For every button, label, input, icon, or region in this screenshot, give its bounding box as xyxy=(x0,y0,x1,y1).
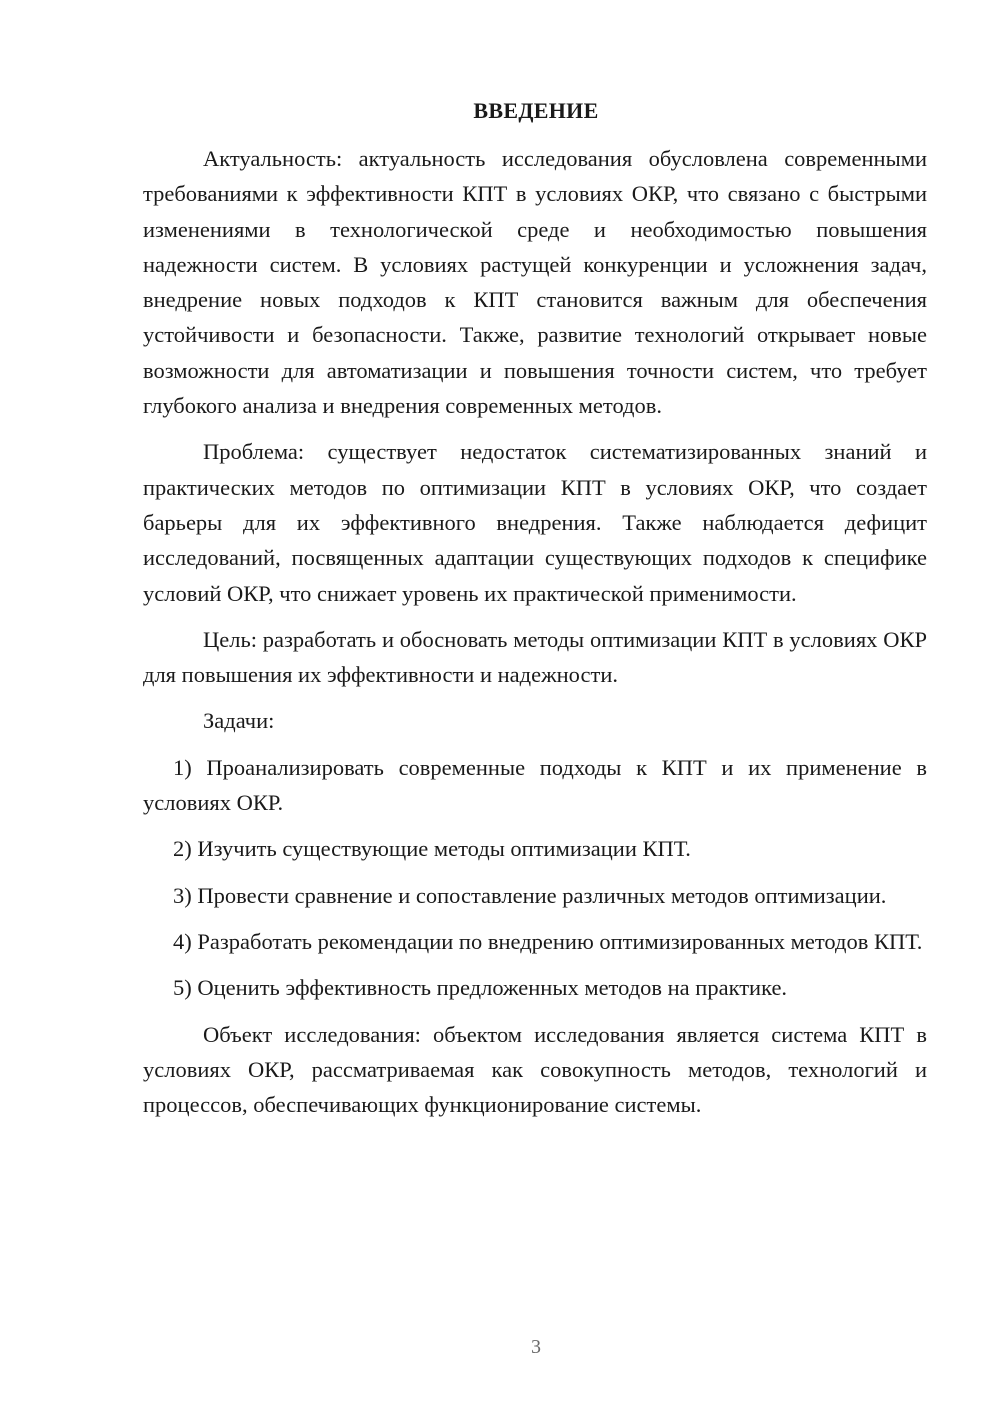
body-text xyxy=(143,141,927,1122)
paragraph-goal: Цель: разработать и обосновать методы оптимизации КПТ в условиях ОКР для повышения их эффективности и надежности. xyxy=(143,626,927,688)
page-number: 3 xyxy=(531,1336,541,1358)
task-item-1: 1) Проанализировать современные подходы к КПТ и их применение в условиях ОКР. xyxy=(143,754,927,816)
task-item-4: 4) Разработать рекомендации по внедрению оптимизированных методов КПТ. xyxy=(173,928,923,954)
paragraph-object: Объект исследования: объектом исследования является система КПТ в условиях ОКР, рассматриваемая как совокупность методов, технологий и процессов, обеспечивающих функционирование системы. xyxy=(143,1021,927,1118)
tasks-label: Задачи: xyxy=(203,708,275,734)
paragraph-relevance: Актуальность: актуальность исследования обусловлена современными требованиями к эффективности КПТ в условиях ОКР, что связано с быстрыми изменениями в технологической среде и необходимостью повышения надежности систем. В условиях растущей конкуренции и усложнения задач, внедрение новых подходов к КПТ становится важным для обеспечения устойчивости и безопасности. Также, развитие технологий открывает новые возможности для автоматизации и повышения точности систем, что требует глубокого анализа и внедрения современных методов. xyxy=(143,146,927,419)
task-item-2: 2) Изучить существующие методы оптимизации КПТ. xyxy=(173,836,691,862)
page-title: ВВЕДЕНИЕ xyxy=(473,98,599,123)
paragraph-problem: Проблема: существует недостаток систематизированных знаний и практических методов по оптимизации КПТ в условиях ОКР, что создает барьеры для их эффективного внедрения. Также наблюдается дефицит исследований, посвященных адаптации существующих подходов к специфике условий ОКР, что снижает уровень их практической применимости. xyxy=(143,439,927,606)
task-item-5: 5) Оценить эффективность предложенных методов на практике. xyxy=(173,975,788,1001)
task-item-3: 3) Провести сравнение и сопоставление различных методов оптимизации. xyxy=(173,882,887,908)
